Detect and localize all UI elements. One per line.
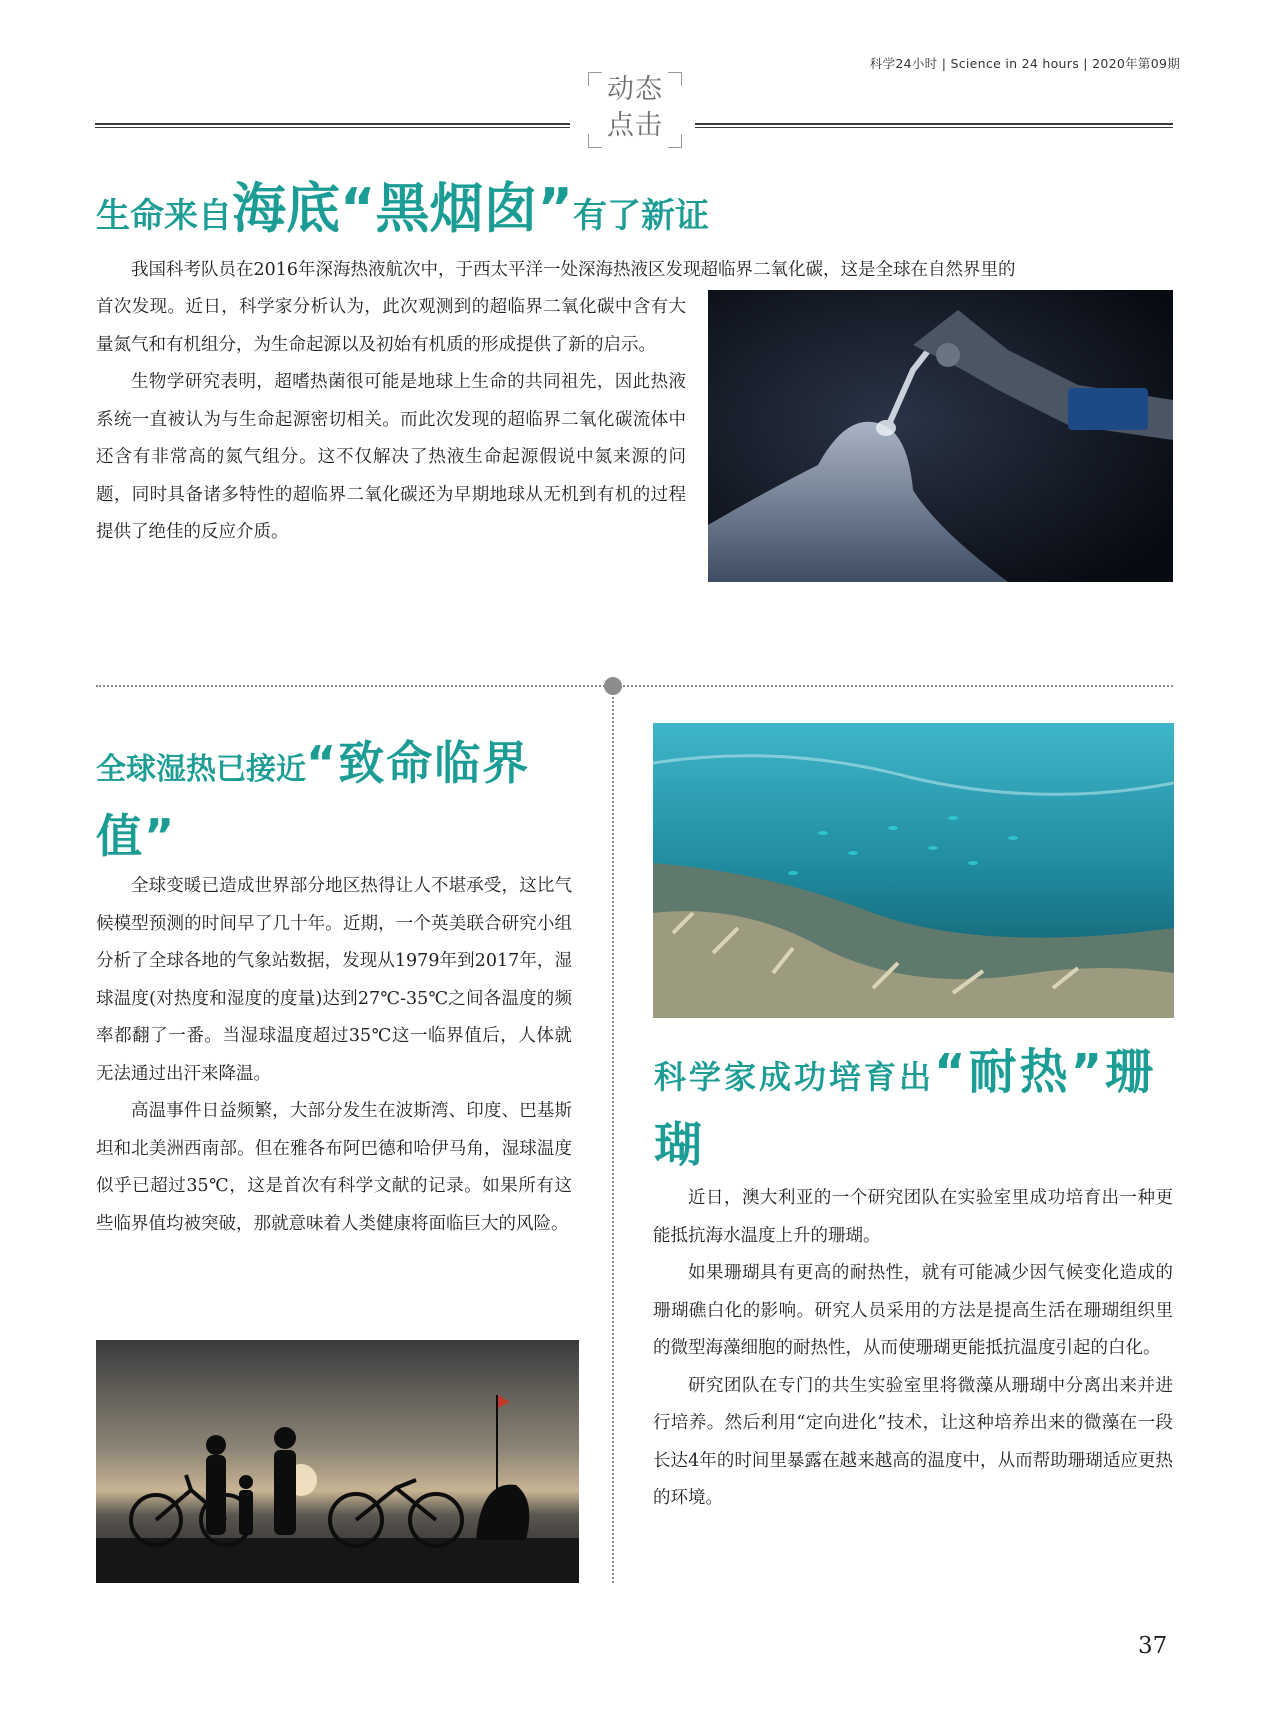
- article3-title-pre: 科学家成功培育出: [654, 1058, 935, 1096]
- article3-para3: 研究团队在专门的共生实验室里将微藻从珊瑚中分离出来并进行培养。然后利用“定向进化”技术，让这种培养出来的微藻在一段长达4年的时间里暴露在越来越高的温度中，从而帮助珊瑚适应更热的环境。: [653, 1375, 1173, 1508]
- coral-reef-photo: [653, 723, 1174, 1018]
- sunset-illustration: [96, 1340, 579, 1583]
- article2-body: [96, 868, 572, 1243]
- article2-title-pre: 全球湿热已接近: [96, 752, 306, 787]
- article3-para2: 如果珊瑚具有更高的耐热性，就有可能减少因气候变化造成的珊瑚礁白化的影响。研究人员采用的方法是提高生活在珊瑚组织里的微型海藻细胞的耐热性，从而使珊瑚更能抵抗温度引起的白化。: [653, 1263, 1173, 1358]
- article1-title-post: 有了新证: [572, 196, 709, 236]
- sunset-cyclists-photo: [96, 1340, 579, 1583]
- dotted-divider-vertical: [612, 688, 614, 1583]
- article1-body: [96, 289, 686, 552]
- article3-title-main: “耐热”珊瑚: [654, 1044, 1157, 1173]
- article1-title-main: 海底“黑烟囱”: [232, 177, 573, 240]
- section-badge: [588, 72, 682, 148]
- divider-junction-dot: [604, 677, 622, 695]
- article1-para1-lead: 我国科考队员在2016年深海热液航次中，于西太平洋一处深海热液区发现超临界二氧化碳，这是全球在自然界里的: [131, 260, 1016, 280]
- dotted-divider-horizontal: [96, 685, 1173, 687]
- article2-title-main: “致命临界值”: [96, 736, 531, 863]
- section-label-line2: 点击: [607, 110, 663, 141]
- article3-body: [653, 1180, 1173, 1518]
- section-rule-left: [95, 123, 570, 128]
- vent-illustration: [708, 290, 1173, 582]
- article2-para2: 高温事件日益频繁，大部分发生在波斯湾、印度、巴基斯坦和北美洲西南部。但在雅各布阿巴德和哈伊马角，湿球温度似乎已超过35℃，这是首次有科学文献的记录。如果所有这些临界值均被突破，那就意味着人类健康将面临巨大的风险。: [96, 1101, 572, 1234]
- running-head: 科学24小时 | Science in 24 hours | 2020年第09期: [869, 56, 1180, 71]
- page-number: 37: [1138, 1633, 1168, 1659]
- section-rule-right: [695, 123, 1173, 128]
- article3-para1: 近日，澳大利亚的一个研究团队在实验室里成功培育出一种更能抵抗海水温度上升的珊瑚。: [653, 1188, 1173, 1246]
- article1-para2: 生物学研究表明，超嗜热菌很可能是地球上生命的共同祖先，因此热液系统一直被认为与生命起源密切相关。而此次发现的超临界二氧化碳流体中还含有非常高的氮气组分。这不仅解决了热液生命起源假说中氮来源的问题，同时具备诸多特性的超临界二氧化碳还为早期地球从无机到有机的过程提供了绝佳的反应介质。: [96, 372, 686, 542]
- article1-title: [96, 176, 709, 249]
- article1-title-pre: 生命来自: [96, 196, 232, 236]
- article2-title: [96, 730, 576, 876]
- article1-lead: [96, 252, 1173, 290]
- article1-para1-cont: 首次发现。近日，科学家分析认为，此次观测到的超临界二氧化碳中含有大量氮气和有机组分，为生命起源以及初始有机质的形成提供了新的启示。: [96, 297, 686, 355]
- article3-title: [654, 1038, 1174, 1184]
- hydrothermal-vent-photo: [708, 290, 1173, 582]
- section-label-line1: 动态: [607, 74, 663, 105]
- article2-para1: 全球变暖已造成世界部分地区热得让人不堪承受，这比气候模型预测的时间早了几十年。近期，一个英美联合研究小组分析了全球各地的气象站数据，发现从1979年到2017年，湿球温度(对热度和湿度的度量)达到27℃-35℃之间各温度的频率都翻了一番。当湿球温度超过35℃这一临界值后，人体就无法通过出汗来降温。: [96, 876, 572, 1084]
- coral-illustration: [653, 723, 1174, 1018]
